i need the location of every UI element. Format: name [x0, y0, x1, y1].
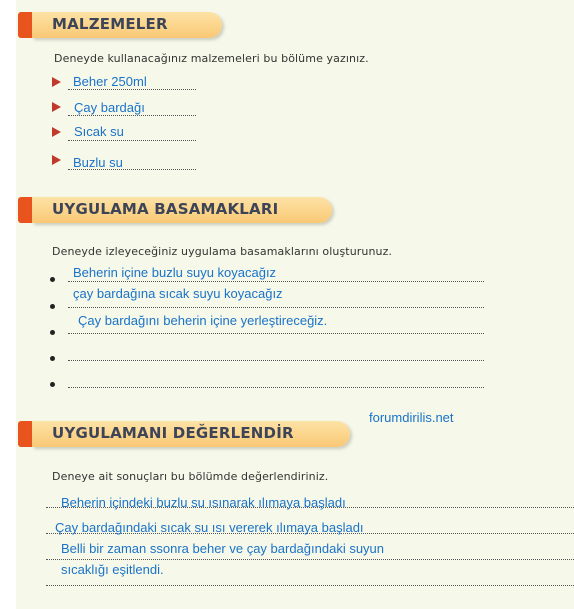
evaluation-line-text: Beherin içindeki buzlu su ısınarak ılımaya başladı — [61, 495, 346, 510]
answer-dotted-line — [68, 333, 484, 334]
materials-instruction: Deneyde kullanacağınız malzemeleri bu bölüme yazınız. — [54, 52, 369, 65]
evaluation-line-text: Belli bir zaman ssonra beher ve çay bardağındaki suyun — [61, 541, 385, 556]
materials-item-text: Sıcak su — [74, 124, 124, 139]
steps-title: UYGULAMA BASAMAKLARI — [52, 200, 279, 218]
bullet-icon — [50, 277, 55, 282]
triangle-bullet-icon — [52, 77, 61, 87]
bullet-icon — [50, 304, 55, 309]
answer-dotted-line — [46, 559, 574, 560]
triangle-bullet-icon — [52, 155, 61, 165]
bullet-icon — [50, 330, 55, 335]
answer-dotted-line — [68, 387, 484, 388]
evaluation-instruction: Deneye ait sonuçları bu bölümde değerlendiriniz. — [52, 470, 329, 483]
answer-dotted-line — [68, 360, 484, 361]
steps-instruction: Deneyde izleyeceğiniz uygulama basamaklarını oluşturunuz. — [52, 245, 393, 258]
bullet-icon — [50, 382, 55, 387]
worksheet-panel — [16, 0, 574, 609]
materials-item-text: Çay bardağı — [74, 100, 145, 115]
answer-dotted-line — [68, 89, 196, 90]
answer-dotted-line — [68, 115, 196, 116]
steps-item-text: Çay bardağını beherin içine yerleştireceğiz. — [78, 313, 328, 328]
evaluation-line-text: sıcaklığı eşitlendi. — [61, 562, 164, 577]
materials-item-text: Buzlu su — [73, 155, 123, 170]
materials-title: MALZEMELER — [52, 15, 168, 33]
evaluation-title: UYGULAMANI DEĞERLENDİR — [52, 424, 294, 442]
watermark-text: forumdirilis.net — [369, 410, 454, 425]
answer-dotted-line — [68, 281, 484, 282]
answer-dotted-line — [46, 585, 574, 586]
triangle-bullet-icon — [52, 127, 61, 137]
answer-dotted-line — [68, 307, 484, 308]
steps-item-text: Beherin içine buzlu suyu koyacağız — [73, 265, 277, 280]
triangle-bullet-icon — [52, 102, 61, 112]
materials-item-text: Beher 250ml — [73, 74, 147, 89]
answer-dotted-line — [68, 140, 196, 141]
evaluation-line-text: Çay bardağındaki sıcak su ısı vererek ılımaya başladı — [55, 520, 364, 535]
bullet-icon — [50, 356, 55, 361]
steps-item-text: çay bardağına sıcak suyu koyacağız — [73, 286, 283, 301]
